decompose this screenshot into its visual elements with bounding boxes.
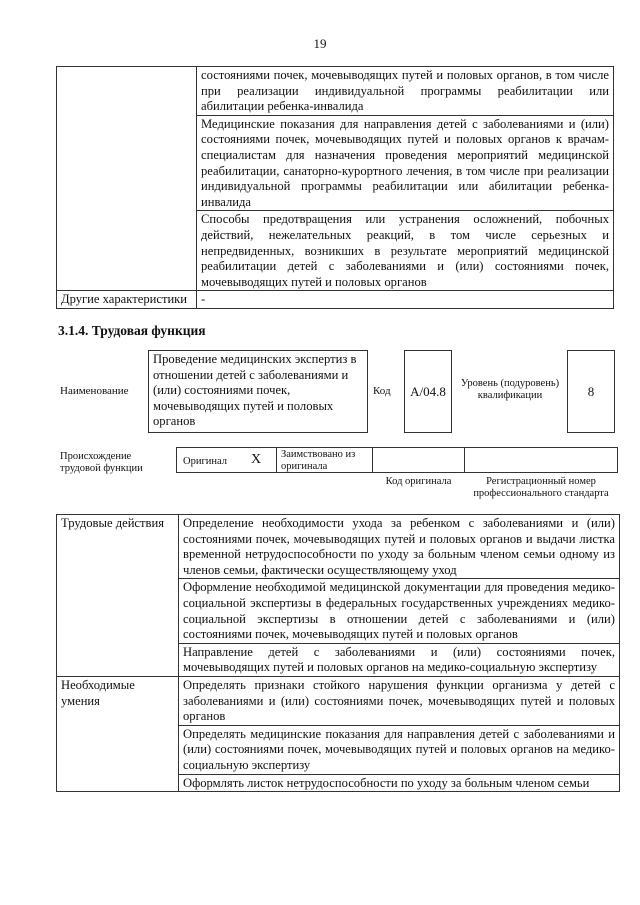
row-label: Другие характеристики xyxy=(57,291,197,309)
code-label: Код xyxy=(373,385,391,397)
origin-label: Происхождение трудовой функции xyxy=(60,451,143,474)
original-label: Оригинал xyxy=(183,456,227,467)
original-cell xyxy=(176,447,277,473)
row-label xyxy=(57,67,197,291)
original-mark: X xyxy=(251,452,262,467)
row-label: Необходимые умения xyxy=(57,676,179,791)
bottom-table xyxy=(56,514,620,792)
section-heading: 3.1.4. Трудовая функция xyxy=(58,323,206,338)
code-value-box: А/04.8 xyxy=(404,350,452,433)
function-name-box: Проведение медицинских экспертиз в отношении детей с заболеваниями и (или) состояниями почек, мочевыводящих путей и половых органов xyxy=(148,350,368,433)
level-label: Уровень (подуровень) квалификации xyxy=(460,378,560,401)
table-row xyxy=(57,676,620,725)
table-row xyxy=(57,291,614,309)
row-item: Направление детей с заболеваниями и (или) состояниями почек, мочевыводящих путей и половых органов на медико-социальную экспертизу xyxy=(179,643,620,676)
reg-number-cell xyxy=(464,447,618,473)
row-item: Оформление необходимой медицинской документации для проведения медико-социальной экспертизы в федеральных государственных учреждениях медико-социальной экспертизы в отношении детей с заболеваниями и (или) состояниями почек, мочевыводящих путей и половых органов xyxy=(179,579,620,643)
page-number: 19 xyxy=(313,36,327,51)
row-item: Оформлять листок нетрудоспособности по уходу за больным членом семьи xyxy=(179,774,620,792)
origin-code-cell xyxy=(372,447,465,473)
row-item: - xyxy=(197,291,614,309)
name-label: Наименование xyxy=(60,385,129,397)
row-item: Определение необходимости ухода за ребенком с заболеваниями и (или) состояниями почек, мочевыводящих путей и половых органов и выдачи листка временной нетрудоспособности по уходу за больным членом семьи одному из членов семьи, фактически осуществляющему уход xyxy=(179,515,620,579)
row-item: Определять медицинские показания для направления детей с заболеваниями и (или) состояниями почек, мочевыводящих путей и половых органов на медико-социальную экспертизу xyxy=(179,725,620,774)
reg-number-caption: Регистрационный номер профессионального стандарта xyxy=(473,476,609,499)
table-row xyxy=(57,515,620,579)
row-item: Определять признаки стойкого нарушения функции организма у детей с заболеваниями и (или) состояниями почек, мочевыводящих путей и половых органов xyxy=(179,676,620,725)
origin-code-caption: Код оригинала xyxy=(385,476,452,487)
row-item: Способы предотвращения или устранения осложнений, побочных действий, нежелательных реакций, в том числе серьезных и непредвиденных, возникших в результате мероприятий медицинской реабилитации детей с заболеваниями и (или) состояниями почек, мочевыводящих путей и половых органов xyxy=(197,211,614,291)
top-table xyxy=(56,66,614,309)
table-row xyxy=(57,67,614,116)
row-label: Трудовые действия xyxy=(57,515,179,677)
row-item: Медицинские показания для направления детей с заболеваниями и (или) состояниями почек, мочевыводящих путей и половых органов к врачам-специалистам для назначения проведения мероприятий медицинской реабилитации, санаторно-курортного лечения, в том числе при реализации индивидуальной программы реабилитации или абилитации ребенка-инвалида xyxy=(197,115,614,211)
row-item: состояниями почек, мочевыводящих путей и половых органов, в том числе при реализации индивидуальной программы реабилитации или абилитации ребенка-инвалида xyxy=(197,67,614,116)
level-value-box: 8 xyxy=(567,350,615,433)
borrowed-cell: Заимствовано из оригинала xyxy=(276,447,373,473)
